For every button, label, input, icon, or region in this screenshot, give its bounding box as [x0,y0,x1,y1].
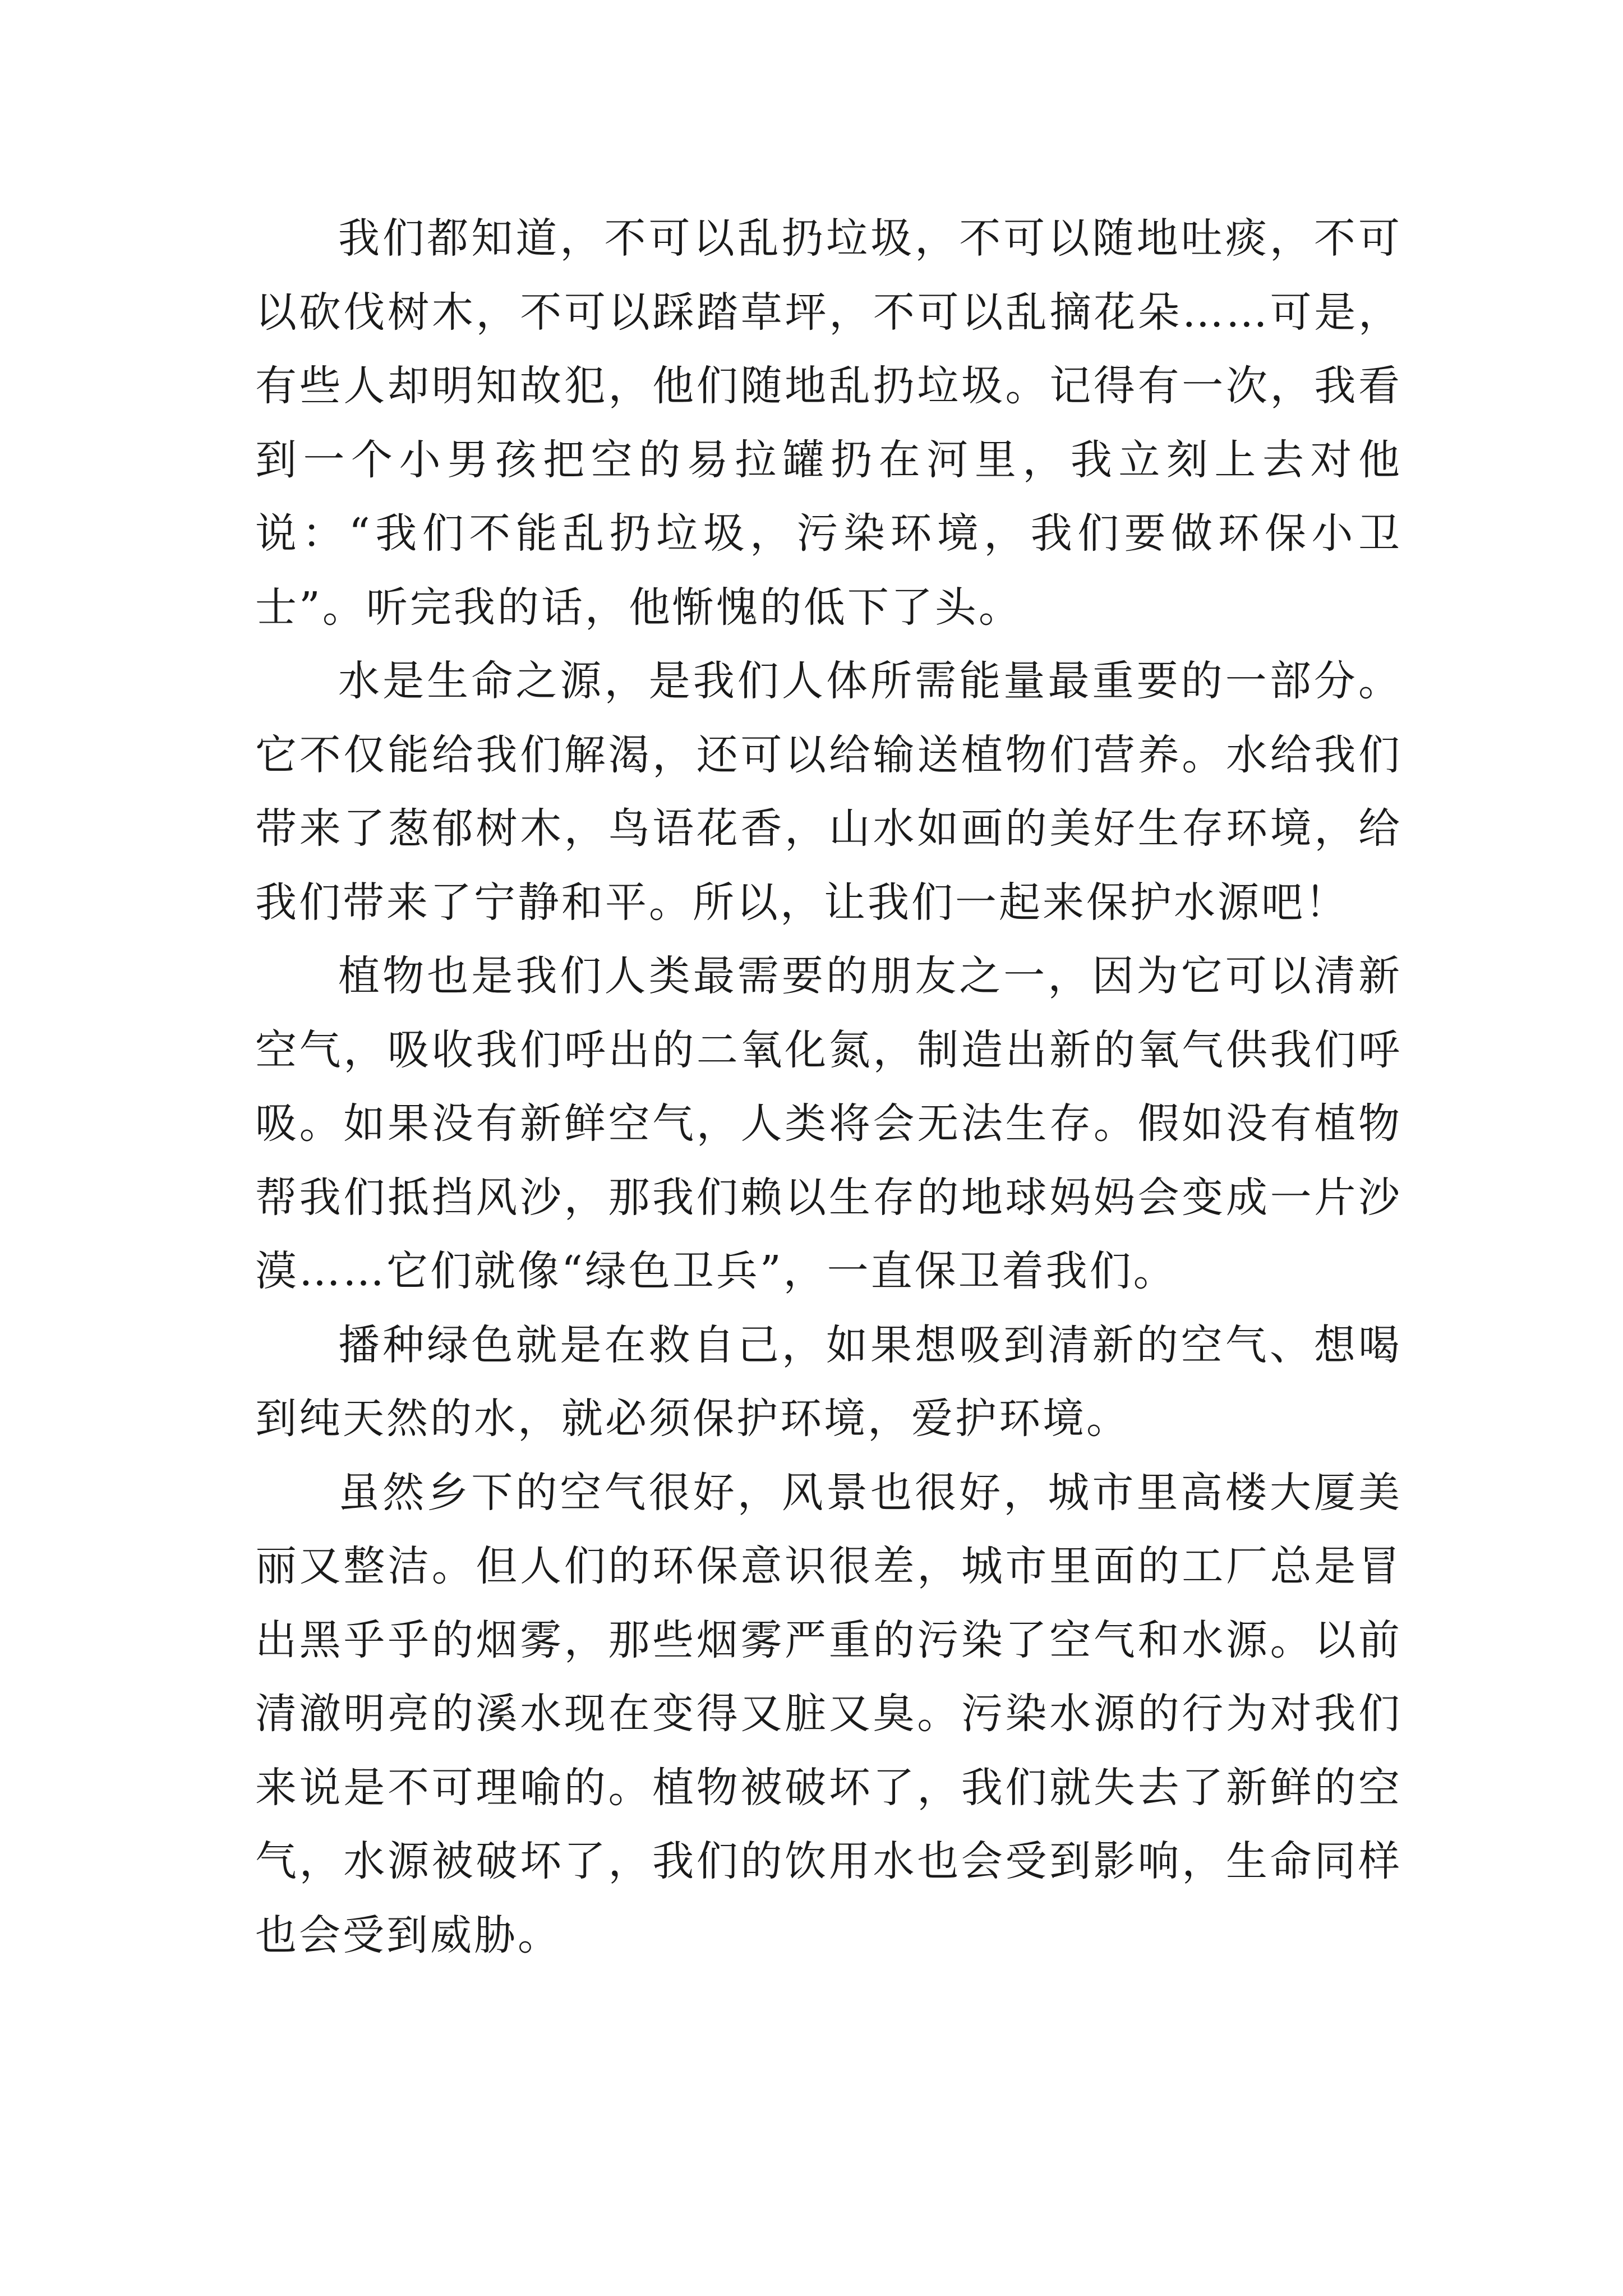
paragraph-2: 水是生命之源，是我们人体所需能量最重要的一部分。它不仅能给我们解渴，还可以给输送植物们营养。水给我们带来了葱郁树木，鸟语花香，山水如画的美好生存环境，给我们带来了宁静和平。所以，让我们一起来保护水源吧！ [255,657,1402,927]
paragraph-5: 虽然乡下的空气很好，风景也很好，城市里高楼大厦美丽又整洁。但人们的环保意识很差，城市里面的工厂总是冒出黑乎乎的烟雾，那些烟雾严重的污染了空气和水源。以前清澈明亮的溪水现在变得又脏又臭。污染水源的行为对我们来说是不可理喻的。植物被破坏了，我们就失去了新鲜的空气，水源被破坏了，我们的饮用水也会受到影响，生命同样也会受到威胁。 [255,1468,1402,1959]
paragraph-4: 播种绿色就是在救自己，如果想吸到清新的空气、想喝到纯天然的水，就必须保护环境，爱护环境。 [255,1320,1402,1443]
paragraph-1: 我们都知道，不可以乱扔垃圾，不可以随地吐痰，不可以砍伐树木，不可以踩踏草坪，不可以乱摘花朵……可是，有些人却明知故犯，他们随地乱扔垃圾。记得有一次，我看到一个小男孩把空的易拉罐扔在河里，我立刻上去对他说：“我们不能乱扔垃圾，污染环境，我们要做环保小卫士”。听完我的话，他惭愧的低下了头。 [255,214,1402,632]
paragraph-3: 植物也是我们人类最需要的朋友之一，因为它可以清新空气，吸收我们呼出的二氧化氮，制造出新的氧气供我们呼吸。如果没有新鲜空气，人类将会无法生存。假如没有植物帮我们抵挡风沙，那我们赖以生存的地球妈妈会变成一片沙漠……它们就像“绿色卫兵”，一直保卫着我们。 [255,952,1402,1295]
document-body [255,202,1402,1972]
